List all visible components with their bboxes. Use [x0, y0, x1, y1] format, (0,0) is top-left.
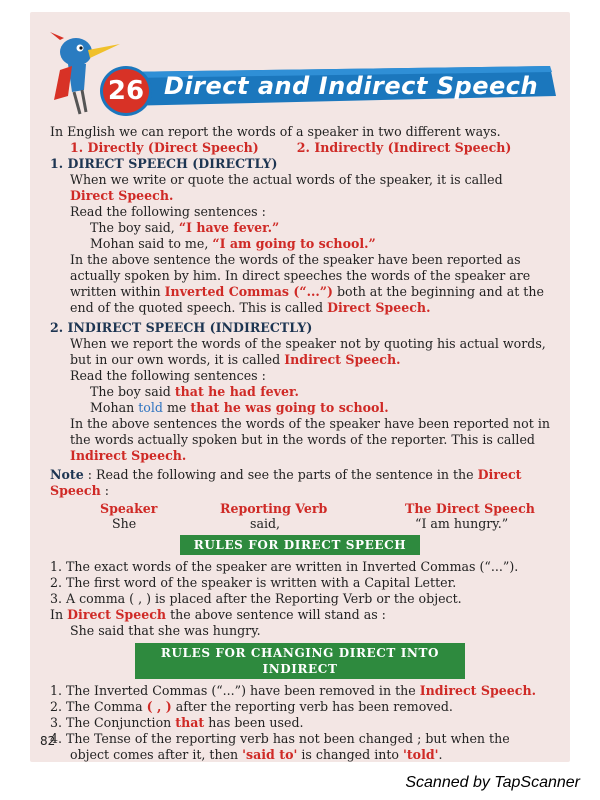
indirect-definition: When we report the words of the speaker not by quoting his actual words, but in our own words, it is called Indirect Speech.: [70, 336, 546, 367]
way-indirect: 2. Indirectly (Indirect Speech): [296, 140, 512, 155]
ways-line: [50, 140, 550, 156]
rule-indirect-1: 1. The Inverted Commas (“...”) have been removed in the Indirect Speech.: [50, 683, 537, 698]
direct-example-1: The boy said, “I have fever.”: [90, 220, 280, 235]
direct-explanation: In the above sentence the words of the speaker have been reported as actually spoken by him. In direct speeches the words of the speaker are written within Inverted Commas (“...”) both at the beginning and at the end of the quoted speech. This is called Direct Speech.: [70, 252, 544, 315]
indirect-example-1: The boy said that he had fever.: [90, 384, 299, 399]
way-direct: 1. Directly (Direct Speech): [70, 140, 259, 155]
rules-direct-banner: RULES FOR DIRECT SPEECH: [180, 535, 420, 555]
sentence-parts: [50, 501, 550, 531]
intro-text: In English we can report the words of a speaker in two different ways.: [50, 124, 501, 139]
rule-direct-3: 3. A comma ( , ) is placed after the Reporting Verb or the object.: [50, 591, 462, 606]
page-content: [50, 124, 550, 762]
direct-conversion-result: She said that she was hungry.: [70, 623, 261, 638]
direct-speech-header: The Direct Speech: [405, 501, 535, 516]
page-number: 82: [40, 734, 56, 748]
speaker-value: She: [112, 516, 137, 531]
indirect-heading: 2. INDIRECT SPEECH (INDIRECTLY): [50, 320, 313, 335]
rule-indirect-2: 2. The Comma ( , ) after the reporting verb has been removed.: [50, 699, 453, 714]
scanner-watermark: Scanned by TapScanner: [405, 774, 580, 791]
indirect-example-2: Mohan told me that he was going to school.: [90, 400, 389, 415]
rule-direct-2: 2. The first word of the speaker is written with a Capital Letter.: [50, 575, 457, 590]
direct-definition: When we write or quote the actual words of the speaker, it is called Direct Speech.: [70, 172, 503, 203]
speaker-header: Speaker: [100, 501, 158, 516]
reporting-verb-header: Reporting Verb: [220, 501, 328, 516]
book-page: [30, 12, 570, 762]
indirect-explanation: In the above sentences the words of the speaker have been reported not in the words actually spoken but in the words of the reporter. This is called Indirect Speech.: [70, 416, 550, 463]
note-line: Note : Read the following and see the parts of the sentence in the Direct Speech :: [50, 467, 522, 498]
chapter-number: 26: [100, 66, 152, 116]
direct-term: Direct Speech.: [70, 188, 174, 203]
reporting-verb-value: said,: [250, 516, 281, 531]
indirect-read: Read the following sentences :: [70, 368, 266, 383]
rule-direct-1: 1. The exact words of the speaker are written in Inverted Commas (“...”).: [50, 559, 519, 574]
rules-indirect-banner: RULES FOR CHANGING DIRECT INTO INDIRECT: [135, 643, 465, 679]
direct-heading: 1. DIRECT SPEECH (DIRECTLY): [50, 156, 278, 171]
direct-example-2: Mohan said to me, “I am going to school.”: [90, 236, 376, 251]
direct-conversion-line: In Direct Speech the above sentence will stand as :: [50, 607, 386, 622]
direct-read: Read the following sentences :: [70, 204, 266, 219]
rule-indirect-4: 4. The Tense of the reporting verb has not been changed ; but when the object comes after it, then 'said to' is changed into 'told'.: [50, 731, 510, 762]
chapter-title: Direct and Indirect Speech: [164, 72, 539, 100]
rule-indirect-3: 3. The Conjunction that has been used.: [50, 715, 304, 730]
direct-speech-value: “I am hungry.”: [415, 516, 509, 531]
